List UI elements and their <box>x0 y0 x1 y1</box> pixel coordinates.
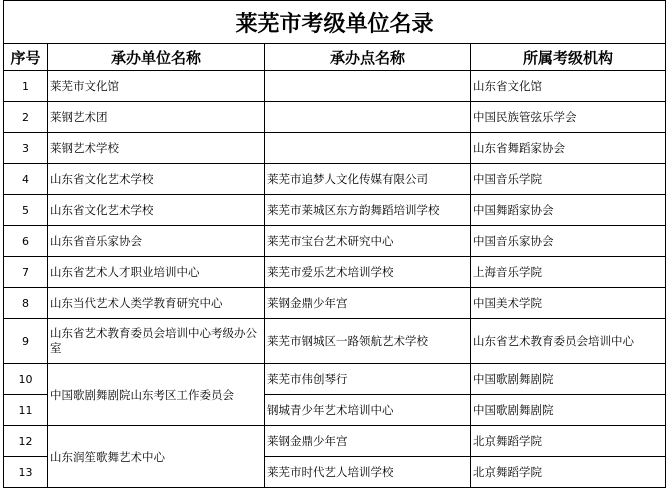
host-unit-cell: 莱芜市文化馆 <box>48 71 265 102</box>
table-row <box>4 102 666 133</box>
row-number: 13 <box>4 457 48 488</box>
host-unit-cell: 山东润笙歌舞艺术中心 <box>48 426 265 488</box>
host-site-cell: 莱芜市钢城区一路领航艺术学校 <box>265 319 471 364</box>
table-row <box>4 164 666 195</box>
table-title: 莱芜市考级单位名录 <box>4 1 666 44</box>
host-site-cell: 钢城青少年艺术培训中心 <box>265 395 471 426</box>
host-unit-cell: 山东当代艺术人类学教育研究中心 <box>48 288 265 319</box>
host-unit-cell: 山东省文化艺术学校 <box>48 164 265 195</box>
exam-organization-cell: 中国歌剧舞剧院 <box>471 395 666 426</box>
exam-organization-cell: 中国民族管弦乐学会 <box>471 102 666 133</box>
host-site-cell: 莱芜市伟创琴行 <box>265 364 471 395</box>
exam-organization-cell: 山东省舞蹈家协会 <box>471 133 666 164</box>
table-row <box>4 71 666 102</box>
table-row <box>4 195 666 226</box>
row-number: 8 <box>4 288 48 319</box>
row-number: 12 <box>4 426 48 457</box>
host-unit-cell: 莱钢艺术学校 <box>48 133 265 164</box>
table-row <box>4 319 666 364</box>
table-row <box>4 226 666 257</box>
host-site-cell: 莱芜市追梦人文化传媒有限公司 <box>265 164 471 195</box>
host-unit-cell: 莱钢艺术团 <box>48 102 265 133</box>
table-row <box>4 257 666 288</box>
directory-table <box>3 0 666 488</box>
row-number: 7 <box>4 257 48 288</box>
table-row <box>4 426 666 457</box>
row-number: 11 <box>4 395 48 426</box>
header-number: 序号 <box>4 44 48 71</box>
host-unit-cell: 山东省艺术人才职业培训中心 <box>48 257 265 288</box>
row-number: 1 <box>4 71 48 102</box>
host-site-cell <box>265 102 471 133</box>
exam-organization-cell: 中国音乐学院 <box>471 164 666 195</box>
host-site-cell: 莱芜市时代艺人培训学校 <box>265 457 471 488</box>
row-number: 9 <box>4 319 48 364</box>
host-unit-cell: 山东省文化艺术学校 <box>48 195 265 226</box>
exam-organization-cell: 中国舞蹈家协会 <box>471 195 666 226</box>
row-number: 5 <box>4 195 48 226</box>
header-host-site: 承办点名称 <box>265 44 471 71</box>
host-unit-cell: 中国歌剧舞剧院山东考区工作委员会 <box>48 364 265 426</box>
host-site-cell <box>265 71 471 102</box>
host-site-cell: 莱芜市莱城区东方韵舞蹈培训学校 <box>265 195 471 226</box>
host-site-cell: 莱钢金鼎少年宫 <box>265 426 471 457</box>
row-number: 4 <box>4 164 48 195</box>
exam-organization-cell: 中国美术学院 <box>471 288 666 319</box>
header-exam-organization: 所属考级机构 <box>471 44 666 71</box>
exam-organization-cell: 中国歌剧舞剧院 <box>471 364 666 395</box>
table-row <box>4 364 666 395</box>
exam-organization-cell: 北京舞蹈学院 <box>471 457 666 488</box>
row-number: 6 <box>4 226 48 257</box>
row-number: 2 <box>4 102 48 133</box>
exam-organization-cell: 山东省艺术教育委员会培训中心 <box>471 319 666 364</box>
host-site-cell: 莱钢金鼎少年宫 <box>265 288 471 319</box>
exam-organization-cell: 北京舞蹈学院 <box>471 426 666 457</box>
exam-organization-cell: 上海音乐学院 <box>471 257 666 288</box>
host-site-cell <box>265 133 471 164</box>
host-unit-cell: 山东省音乐家协会 <box>48 226 265 257</box>
table-row <box>4 288 666 319</box>
row-number: 3 <box>4 133 48 164</box>
exam-organization-cell: 中国音乐家协会 <box>471 226 666 257</box>
header-host-unit: 承办单位名称 <box>48 44 265 71</box>
exam-organization-cell: 山东省文化馆 <box>471 71 666 102</box>
host-site-cell: 莱芜市宝台艺术研究中心 <box>265 226 471 257</box>
host-site-cell: 莱芜市爱乐艺术培训学校 <box>265 257 471 288</box>
host-unit-cell: 山东省艺术教育委员会培训中心考级办公室 <box>48 319 265 364</box>
table-row <box>4 133 666 164</box>
row-number: 10 <box>4 364 48 395</box>
